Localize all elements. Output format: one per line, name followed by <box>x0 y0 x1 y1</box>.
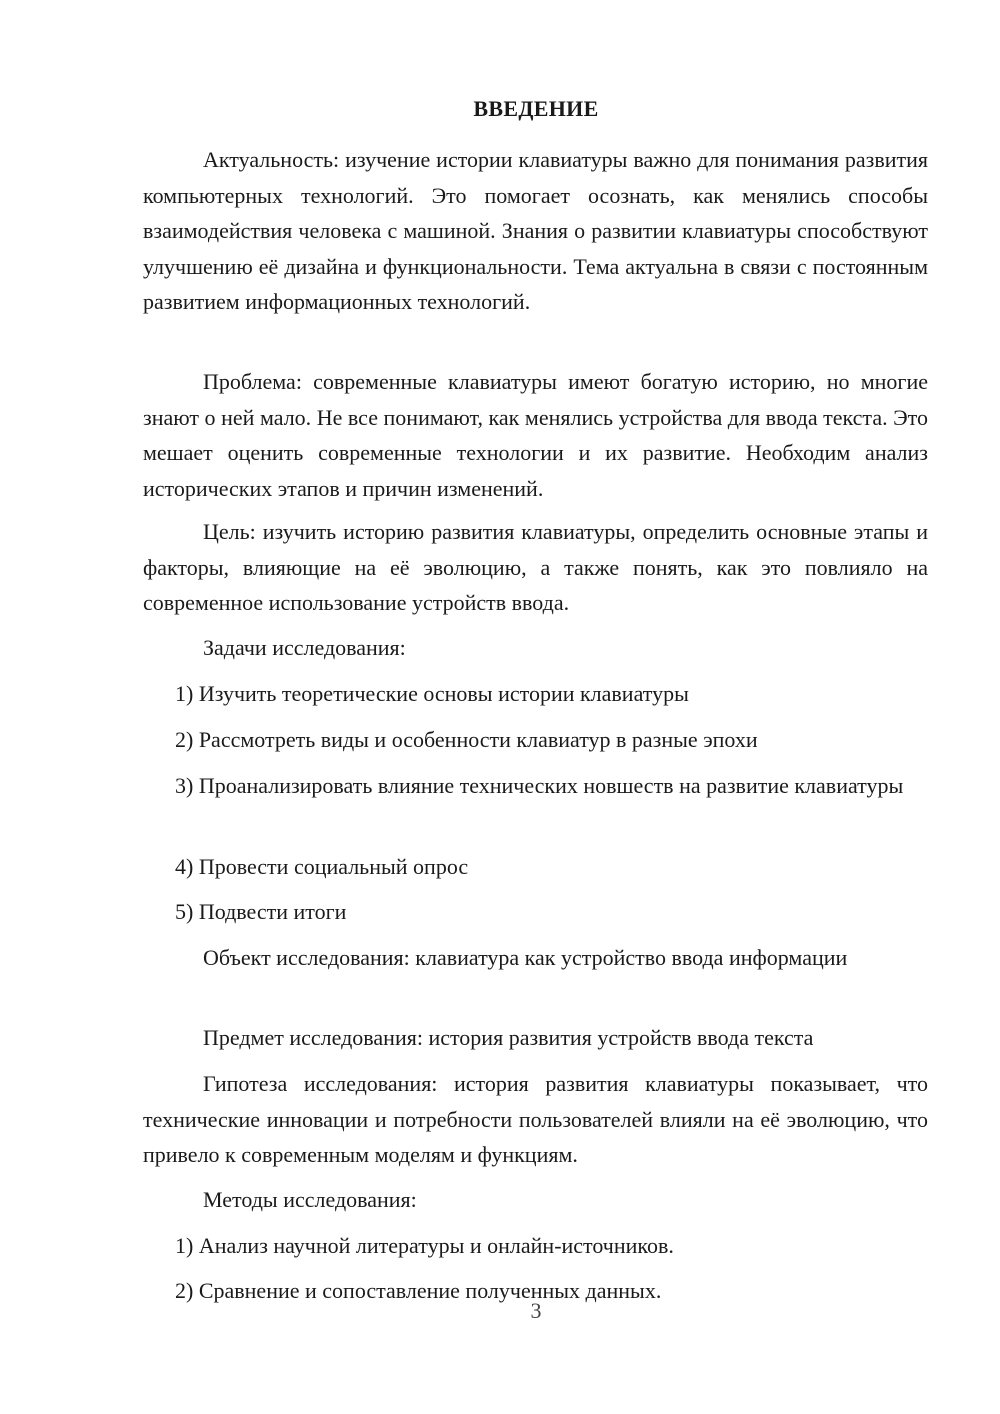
method-item-1: 1) Анализ научной литературы и онлайн-источников. <box>175 1233 674 1258</box>
task-item-2: 2) Рассмотреть виды и особенности клавиатур в разные эпохи <box>175 727 758 752</box>
methods-heading: Методы исследования: <box>203 1187 417 1212</box>
paragraph-problem: Проблема: современные клавиатуры имеют богатую историю, но многие знают о ней мало. Не все понимают, как менялись устройства для ввода текста. Это мешает оценить современные технологии и их развитие. Необходим анализ исторических этапов и причин изменений. <box>143 369 928 501</box>
task-item-1: 1) Изучить теоретические основы истории клавиатуры <box>175 681 689 706</box>
paragraph-relevance: Актуальность: изучение истории клавиатуры важно для понимания развития компьютерных технологий. Это помогает осознать, как менялись способы взаимодействия человека с машиной. Знания о развитии клавиатуры способствуют улучшению её дизайна и функциональности. Тема актуальна в связи с постоянным развитием информационных технологий. <box>143 147 928 314</box>
task-item-3: 3) Проанализировать влияние технических новшеств на развитие клавиатуры <box>175 773 904 798</box>
section-title: ВВЕДЕНИЕ <box>473 96 599 121</box>
paragraph-goal: Цель: изучить историю развития клавиатуры, определить основные этапы и факторы, влияющие на её эволюцию, а также понять, как это повлияло на современное использование устройств ввода. <box>143 519 928 615</box>
method-item-2: 2) Сравнение и сопоставление полученных данных. <box>175 1278 662 1303</box>
page-number: 3 <box>530 1298 542 1323</box>
task-item-5: 5) Подвести итоги <box>175 899 347 924</box>
paragraph-subject: Предмет исследования: история развития устройств ввода текста <box>203 1025 814 1050</box>
paragraph-object: Объект исследования: клавиатура как устройство ввода информации <box>203 945 848 970</box>
tasks-heading: Задачи исследования: <box>203 635 406 660</box>
paragraph-hypothesis: Гипотеза исследования: история развития клавиатуры показывает, что технические инновации и потребности пользователей влияли на её эволюцию, что привело к современным моделям и функциям. <box>143 1071 928 1167</box>
task-item-4: 4) Провести социальный опрос <box>175 854 469 879</box>
